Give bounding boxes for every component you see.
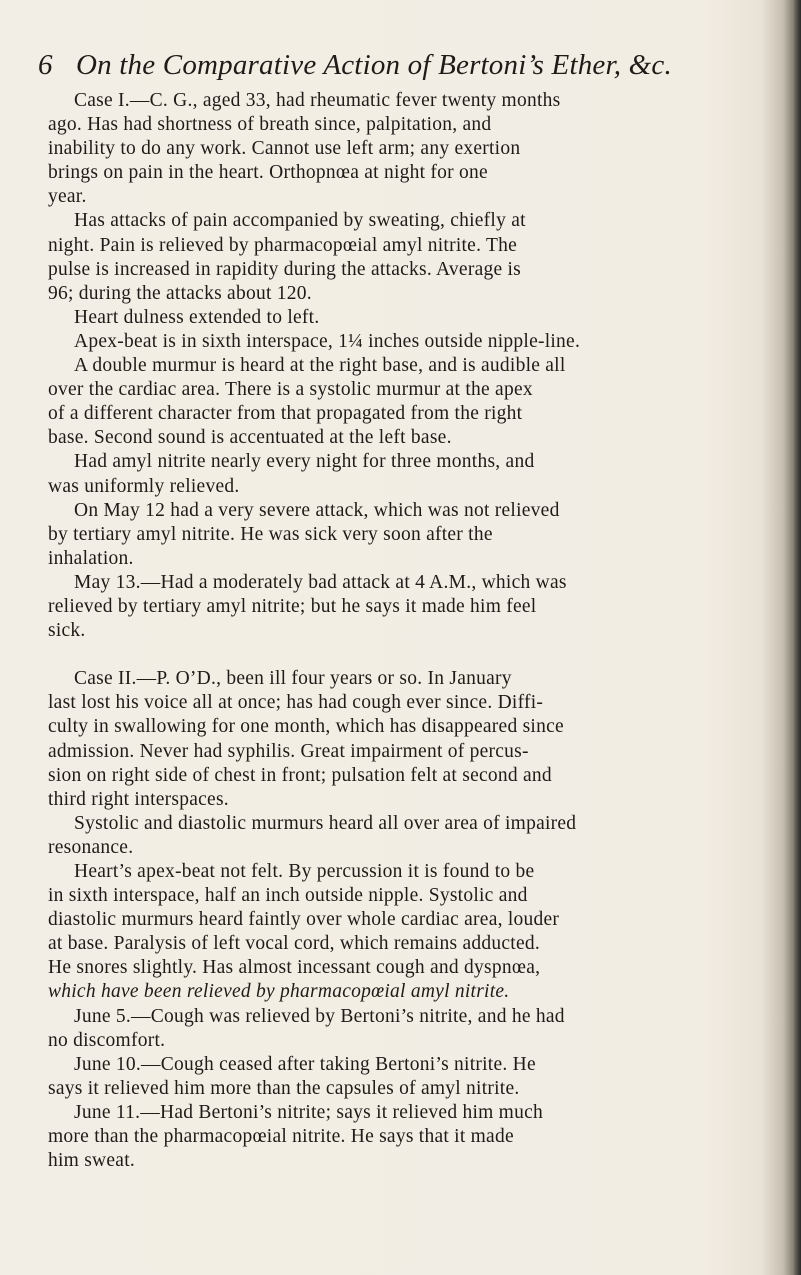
text-line: resonance. bbox=[48, 836, 134, 858]
text-line: says it relieved him more than the capsules of amyl nitrite. bbox=[48, 1077, 520, 1099]
text-line: He snores slightly. Has almost incessant cough and dyspnœa, bbox=[48, 957, 541, 979]
text-line: Heart’s apex-beat not felt. By percussion it is found to be bbox=[74, 861, 535, 882]
text-line: Systolic and diastolic murmurs heard all over area of impaired bbox=[74, 812, 577, 834]
paragraph-gap bbox=[48, 643, 742, 667]
page-header bbox=[38, 46, 758, 84]
text-line: On May 12 had a very severe attack, which was not relieved bbox=[74, 499, 560, 521]
text-line: inability to do any work. Cannot use left arm; any exertion bbox=[48, 138, 521, 160]
body-text bbox=[48, 89, 742, 1173]
text-line: more than the pharmacopœial nitrite. He says that it made bbox=[48, 1126, 514, 1148]
text-line: June 5.—Cough was relieved by Bertoni’s nitrite, and he had bbox=[74, 1005, 565, 1027]
text-line: last lost his voice all at once; has had cough ever since. Diffi- bbox=[48, 692, 544, 714]
text-line: sion on right side of chest in front; pulsation felt at second and bbox=[48, 764, 552, 786]
text-line: in sixth interspace, half an inch outside nipple. Systolic and bbox=[48, 885, 528, 907]
text-line: was uniformly relieved. bbox=[48, 475, 240, 497]
italic-text: which have been relieved by pharmacopœial amyl nitrite. bbox=[48, 981, 510, 1003]
text-line: at base. Paralysis of left vocal cord, which remains adducted. bbox=[48, 933, 541, 955]
italic-text-line bbox=[48, 980, 742, 1004]
page-number: 6 bbox=[38, 49, 53, 81]
text-line: sick. bbox=[48, 620, 86, 642]
text-line: Case II.—P. O’D., been ill four years or so. In January bbox=[74, 668, 512, 690]
text-line: pulse is increased in rapidity during the attacks. Average is bbox=[48, 258, 522, 280]
text-line: June 11.—Had Bertoni’s nitrite; says it relieved him much bbox=[74, 1101, 543, 1123]
page-edge-shadow bbox=[783, 0, 801, 1275]
text-line: ago. Has had shortness of breath since, palpitation, and bbox=[48, 114, 492, 136]
text-line: diastolic murmurs heard faintly over whole cardiac area, louder bbox=[48, 909, 560, 931]
text-line: over the cardiac area. There is a systolic murmur at the apex bbox=[48, 379, 533, 401]
text-line: year. bbox=[48, 186, 87, 208]
text-line: Heart dulness extended to left. bbox=[74, 306, 320, 328]
text-line: third right interspaces. bbox=[48, 788, 229, 810]
text-line: Had amyl nitrite nearly every night for three months, and bbox=[74, 451, 535, 473]
text-line: night. Pain is relieved by pharmacopœial amyl nitrite. The bbox=[48, 234, 518, 256]
text-line: him sweat. bbox=[48, 1150, 135, 1172]
text-line: Case I.—C. G., aged 33, had rheumatic fever twenty months bbox=[74, 90, 561, 111]
text-line: Has attacks of pain accompanied by sweating, chiefly at bbox=[74, 210, 526, 232]
text-line: Apex-beat is in sixth interspace, 1¼ inches outside nipple-line. bbox=[74, 330, 581, 352]
running-title: On the Comparative Action of Bertoni’s Ether, &c. bbox=[76, 49, 672, 81]
text-line: May 13.—Had a moderately bad attack at 4 A.M., which was bbox=[74, 571, 567, 593]
text-line: brings on pain in the heart. Orthopnœa at night for one bbox=[48, 162, 488, 184]
text-line: inhalation. bbox=[48, 547, 134, 569]
text-line: base. Second sound is accentuated at the left base. bbox=[48, 427, 452, 449]
text-line: A double murmur is heard at the right base, and is audible all bbox=[74, 355, 566, 377]
text-line: culty in swallowing for one month, which has disappeared since bbox=[48, 716, 564, 738]
text-line: by tertiary amyl nitrite. He was sick very soon after the bbox=[48, 523, 493, 545]
text-line: relieved by tertiary amyl nitrite; but he says it made him feel bbox=[48, 595, 537, 617]
text-line: admission. Never had syphilis. Great impairment of percus- bbox=[48, 740, 529, 762]
text-line: no discomfort. bbox=[48, 1029, 166, 1051]
text-line: 96; during the attacks about 120. bbox=[48, 282, 312, 304]
text-line: June 10.—Cough ceased after taking Bertoni’s nitrite. He bbox=[74, 1053, 536, 1075]
text-line: of a different character from that propagated from the right bbox=[48, 403, 523, 425]
